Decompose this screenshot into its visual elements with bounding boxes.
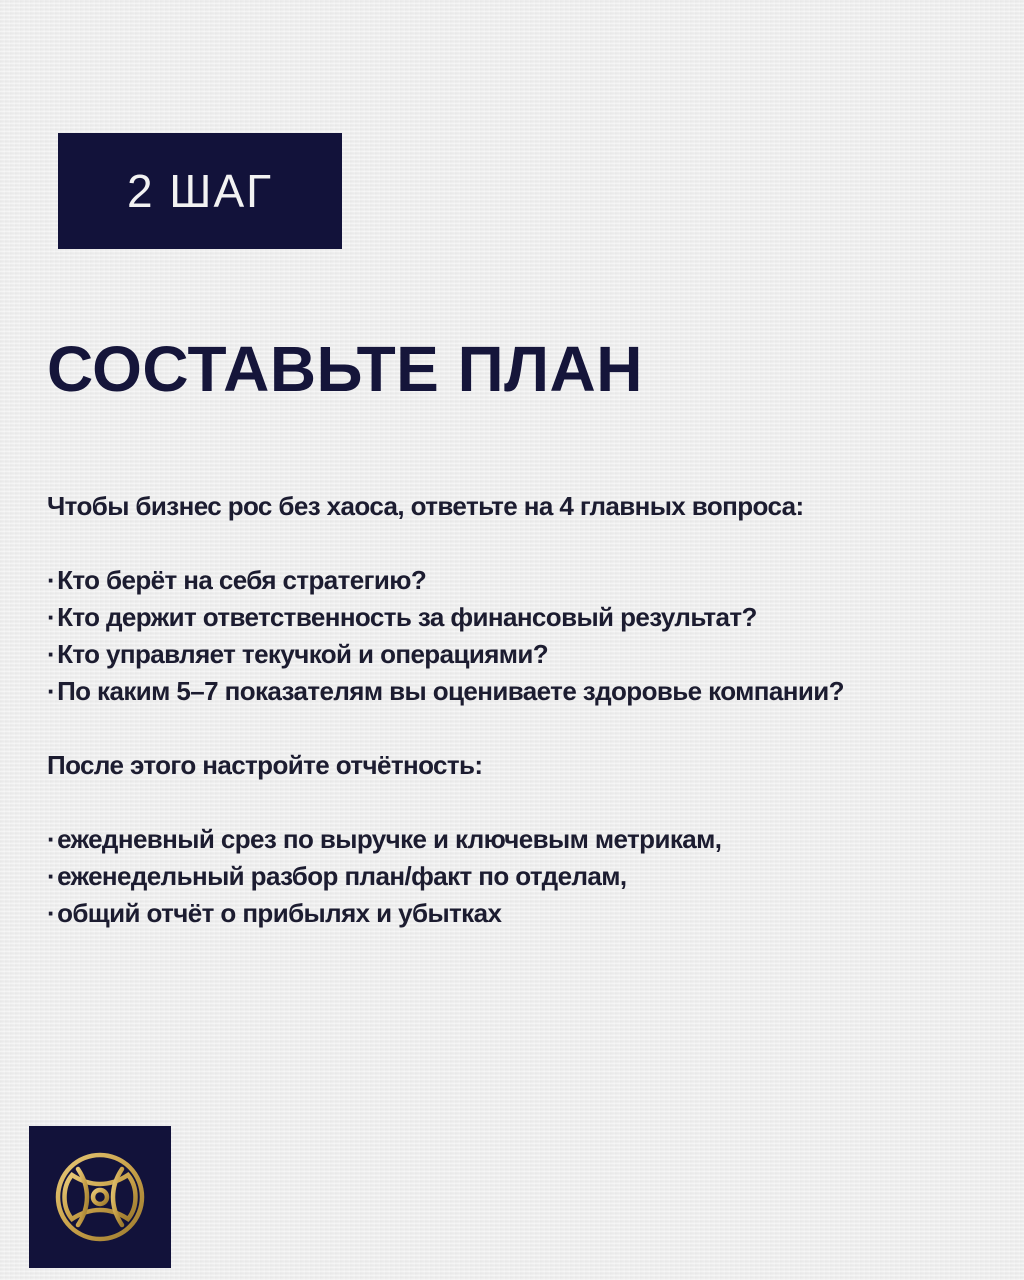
question-item: · По каким 5–7 показателям вы оцениваете здоровье компании? [47,673,967,710]
reports-list [47,821,967,932]
intro-text: Чтобы бизнес рос без хаоса, ответьте на 4 главных вопроса: [47,491,804,521]
spacer [47,784,967,821]
questions-list [47,562,967,710]
brand-logo [29,1126,171,1268]
step-label: 2 ШАГ [126,165,274,217]
report-item: · ежедневный срез по выручке и ключевым метрикам, [47,821,967,858]
reporting-intro: После этого настройте отчётность: [47,750,483,780]
spacer [47,525,967,562]
report-item: · общий отчёт о прибылях и убытках [47,895,967,932]
step-badge [58,133,342,249]
spacer [47,710,967,747]
question-item: · Кто держит ответственность за финансовый результат? [47,599,967,636]
question-item: · Кто берёт на себя стратегию? [47,562,967,599]
content-body [47,488,967,932]
page-title: СОСТАВЬТЕ ПЛАН [47,333,643,405]
report-item: · еженедельный разбор план/факт по отделам, [47,858,967,895]
gold-knot-emblem-icon [50,1147,150,1247]
question-item: · Кто управляет текучкой и операциями? [47,636,967,673]
